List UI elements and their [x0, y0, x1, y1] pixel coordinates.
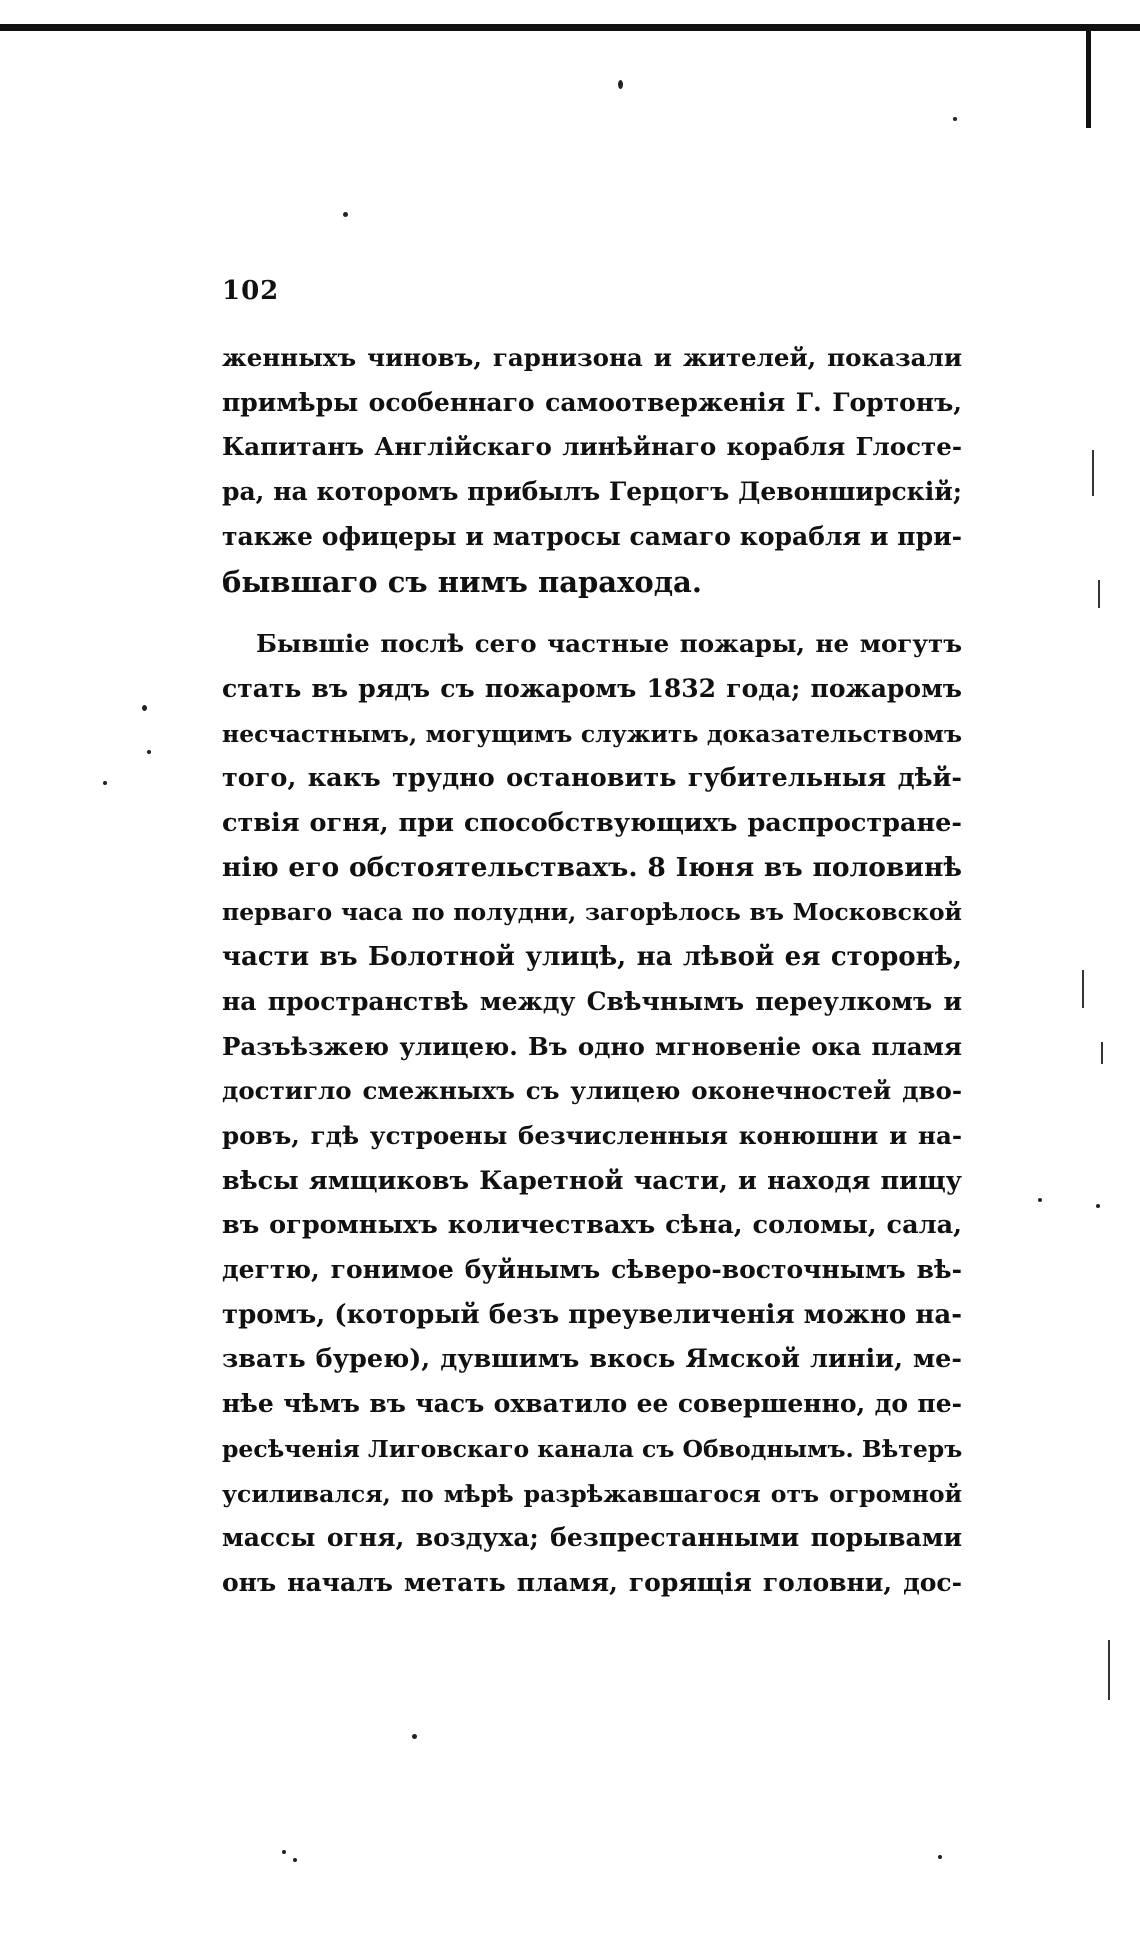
scan-speck — [1096, 1204, 1100, 1208]
scan-speck — [938, 1855, 942, 1859]
scan-speck — [142, 705, 147, 711]
text-line: онъ началъ метать пламя, горящія головни, дос- — [222, 1567, 962, 1597]
scan-speck — [343, 212, 348, 217]
text-line: женныхъ чиновъ, гарнизона и жителей, показали — [222, 343, 962, 372]
scan-speck — [1038, 1198, 1042, 1202]
text-line: Капитанъ Англійскаго линѣйнаго корабля Глосте- — [222, 432, 962, 462]
scan-speck — [618, 80, 623, 89]
text-line: несчастнымъ, могущимъ служить доказательствомъ — [222, 719, 962, 748]
text-line: стать въ рядъ съ пожаромъ 1832 года; пожаромъ — [222, 673, 962, 703]
text-line: Разъѣзжею улицею. Въ одно мгновеніе ока пламя — [222, 1031, 962, 1061]
text-line: бывшаго съ нимъ парахода. — [222, 564, 702, 599]
scan-margin-mark — [1108, 1640, 1110, 1700]
text-line: ра, на которомъ прибылъ Герцогъ Девонширскій; — [222, 477, 962, 507]
scan-speck — [282, 1850, 286, 1854]
text-line: въ огромныхъ количествахъ сѣна, соломы, сала, — [222, 1210, 962, 1241]
text-line: ровъ, гдѣ устроены безчисленныя конюшни и на- — [222, 1120, 962, 1150]
text-line: на пространствѣ между Свѣчнымъ переулкомъ и — [222, 986, 962, 1016]
scan-margin-mark — [1092, 450, 1094, 496]
text-line: нѣе чѣмъ въ часъ охватило ее совершенно, до пе- — [222, 1389, 962, 1419]
text-line: ресѣченія Лиговскаго канала съ Обводнымъ. Вѣтеръ — [222, 1434, 963, 1463]
scan-margin-mark — [1101, 1042, 1103, 1064]
text-line: Бывшіе послѣ сего частные пожары, не могутъ — [256, 629, 962, 659]
text-line: того, какъ трудно остановить губительныя дѣй- — [222, 763, 962, 794]
body-text — [222, 336, 962, 1606]
text-line: части въ Болотной улицѣ, на лѣвой ея сторонѣ, — [222, 942, 962, 973]
scan-right-edge — [1086, 24, 1091, 128]
paragraph-gap — [222, 604, 962, 622]
text-line: перваго часа по полудни, загорѣлось въ Московской — [222, 898, 962, 927]
paragraph — [222, 622, 962, 1605]
page-number: 102 — [222, 276, 280, 306]
scan-margin-mark — [1082, 970, 1084, 1008]
scan-speck — [953, 117, 957, 121]
scan-speck — [147, 750, 151, 754]
text-line: усиливался, по мѣрѣ разрѣжавшагося отъ огромной — [222, 1479, 962, 1508]
text-line: достигло смежныхъ съ улицею оконечностей дво- — [222, 1076, 962, 1106]
text-line: массы огня, воздуха; безпрестанными порывами — [222, 1523, 962, 1553]
text-line: вѣсы ямщиковъ Каретной части, и находя пищу — [222, 1165, 962, 1196]
text-line: также офицеры и матросы самаго корабля и при- — [222, 521, 962, 551]
text-line: дегтю, гонимое буйнымъ сѣверо-восточнымъ вѣ- — [222, 1255, 962, 1285]
scan-speck — [103, 781, 107, 785]
scan-speck — [412, 1734, 417, 1739]
text-line: тромъ, (который безъ преувеличенія можно на- — [222, 1299, 962, 1330]
text-line: звать бурею), дувшимъ вкось Ямской линіи, ме- — [222, 1344, 962, 1375]
scan-top-border — [0, 24, 1140, 31]
paragraph — [222, 336, 962, 604]
text-line: нію его обстоятельствахъ. 8 Іюня въ половинѣ — [222, 851, 962, 883]
text-line: примѣры особеннаго самоотверженія Г. Гортонъ, — [222, 387, 962, 417]
scan-margin-mark — [1098, 580, 1100, 608]
text-line: ствія огня, при способствующихъ распростране- — [222, 808, 962, 839]
scan-speck — [293, 1858, 297, 1862]
